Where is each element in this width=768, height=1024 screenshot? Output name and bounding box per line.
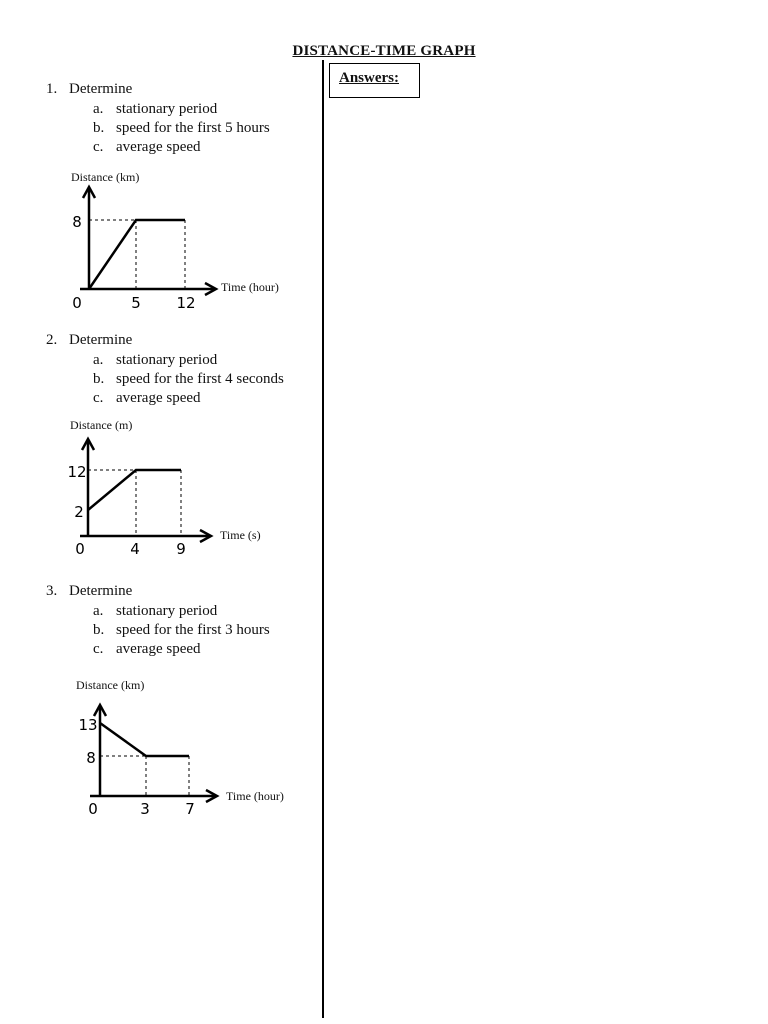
x-axis-label: Time (s) [220,528,261,542]
question-prompt [46,332,132,349]
x-tick-label: 5 [131,294,141,312]
graph-1-plot [0,168,320,318]
item-letter: c. [93,390,104,406]
question-prompt [46,81,132,98]
origin-label: 0 [72,294,82,312]
item-text: stationary period [116,101,218,117]
y-tick-label: 2 [74,503,84,521]
item-text: stationary period [116,603,218,619]
item-text: average speed [116,139,201,155]
x-tick-label: 9 [176,540,186,558]
origin-label: 0 [75,540,85,558]
question-item [93,120,270,137]
question-item [93,390,201,407]
item-letter: b. [93,622,105,638]
question-item [93,139,201,156]
x-tick-label: 12 [176,294,196,312]
item-letter: b. [93,120,105,136]
y-axis-label: Distance (km) [76,678,145,692]
y-axis-label: Distance (km) [71,170,140,184]
x-axis-label: Time (hour) [226,789,284,803]
question-item [93,371,284,388]
page-title: DISTANCE-TIME GRAPH [292,43,476,59]
item-letter: c. [93,139,104,155]
item-text: speed for the first 4 seconds [116,371,284,387]
y-tick-label: 8 [72,213,82,231]
item-text: average speed [116,641,201,657]
item-text: average speed [116,390,201,406]
origin-label: 0 [88,800,98,818]
graph-2 [0,416,320,566]
answers-label: Answers: [339,70,399,86]
question-text: Determine [69,583,133,599]
graph-line [89,220,185,289]
question-item [93,641,201,658]
question-item [93,603,217,620]
y-tick-label: 13 [78,716,98,734]
x-tick-label: 7 [185,800,195,818]
question-text: Determine [69,81,133,97]
x-tick-label: 4 [130,540,140,558]
column-divider [322,60,324,1018]
item-text: speed for the first 3 hours [116,622,270,638]
graph-2-plot [0,416,320,566]
item-letter: b. [93,371,105,387]
x-axis-label: Time (hour) [221,280,279,294]
question-prompt [46,583,132,600]
question-item [93,101,217,118]
answers-box [329,63,420,98]
question-number: 3. [46,583,58,599]
question-text: Determine [69,332,133,348]
question-item [93,622,270,639]
graph-1 [0,168,320,318]
graph-line [100,723,189,756]
item-letter: a. [93,603,104,619]
item-letter: a. [93,352,104,368]
item-letter: a. [93,101,104,117]
item-letter: c. [93,641,104,657]
question-number: 2. [46,332,58,348]
graph-3 [0,676,320,826]
item-text: stationary period [116,352,218,368]
question-item [93,352,217,369]
y-axis-label: Distance (m) [70,418,133,432]
question-number: 1. [46,81,58,97]
y-tick-label: 8 [86,749,96,767]
graph-line [88,470,181,510]
x-tick-label: 3 [140,800,150,818]
y-tick-label: 12 [67,463,87,481]
item-text: speed for the first 5 hours [116,120,270,136]
